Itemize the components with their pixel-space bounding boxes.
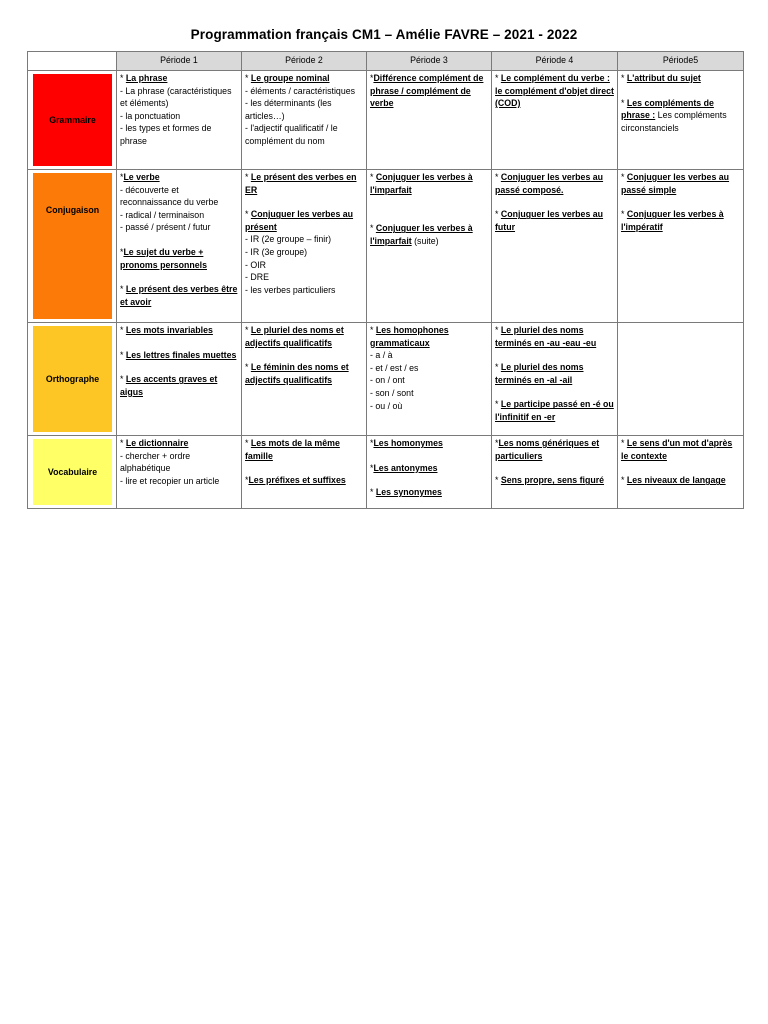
topic-title: Le groupe nominal bbox=[250, 73, 330, 83]
cell-conjugaison-p4 bbox=[492, 170, 618, 323]
topic-title: Les préfixes et suffixes bbox=[248, 475, 346, 486]
topic-detail: - son / sont bbox=[370, 387, 414, 398]
topic-title: Le pluriel des noms terminés en -au -eau -eu bbox=[495, 325, 597, 348]
topic-detail: - les verbes particuliers bbox=[245, 284, 336, 295]
domain-conjugaison-box bbox=[33, 173, 112, 319]
bullet: * bbox=[495, 209, 501, 220]
topic-detail: - La phrase (caractéristiques et éléments) bbox=[120, 85, 232, 109]
topic-detail: - on / ont bbox=[370, 375, 405, 386]
bullet: * bbox=[245, 325, 251, 335]
domain-conjugaison-cell bbox=[28, 170, 117, 323]
topic-title: Conjuguer les verbes à l'imparfait bbox=[370, 223, 473, 246]
bullet: * bbox=[120, 349, 126, 360]
topic-detail: - IR (3e groupe) bbox=[245, 246, 308, 257]
cell-orthographe-p5 bbox=[618, 323, 744, 436]
domain-vocabulaire-label: Vocabulaire bbox=[47, 466, 98, 477]
bullet: * bbox=[370, 172, 376, 182]
bullet: * bbox=[120, 438, 126, 448]
topic-detail: - passé / présent / futur bbox=[120, 222, 211, 233]
topic-detail: - lire et recopier un article bbox=[120, 475, 220, 486]
topic-title: Les compléments de phrase : bbox=[621, 97, 714, 121]
bullet: * bbox=[120, 73, 126, 83]
bullet: * bbox=[120, 325, 126, 335]
topic-title: Différence complément de phrase / complément de verbe bbox=[370, 73, 484, 109]
cell-orthographe-p2 bbox=[242, 323, 367, 436]
cell-vocabulaire-p5 bbox=[618, 436, 744, 509]
row-vocabulaire bbox=[28, 436, 744, 509]
domain-orthographe-box bbox=[33, 326, 112, 432]
cell-conjugaison-p5 bbox=[618, 170, 744, 323]
cell-grammaire-p3 bbox=[367, 71, 492, 170]
row-orthographe bbox=[28, 323, 744, 436]
topic-title: Le féminin des noms et adjectifs qualificatifs bbox=[245, 362, 349, 385]
header-row bbox=[28, 52, 744, 71]
bullet: * bbox=[621, 475, 627, 486]
header-periode-4: Période 4 bbox=[492, 52, 618, 71]
bullet: * bbox=[621, 172, 627, 182]
topic-title: Conjuguer les verbes au présent bbox=[245, 209, 354, 232]
cell-vocabulaire-p4 bbox=[492, 436, 618, 509]
topic-title: La phrase bbox=[125, 73, 168, 83]
cell-orthographe-p1 bbox=[117, 323, 242, 436]
topic-title: Conjuguer les verbes au passé composé. bbox=[495, 172, 604, 195]
domain-orthographe-cell bbox=[28, 323, 117, 436]
bullet: * bbox=[495, 325, 501, 335]
bullet: * bbox=[495, 73, 501, 83]
bullet: * bbox=[370, 438, 374, 448]
domain-conjugaison-label: Conjugaison bbox=[45, 204, 100, 215]
topic-detail: - chercher + ordre alphabétique bbox=[120, 450, 191, 474]
topic-title: Les antonymes bbox=[373, 462, 438, 473]
topic-detail: - les déterminants (les articles…) bbox=[245, 98, 332, 121]
domain-grammaire-cell bbox=[28, 71, 117, 170]
topic-title: Les synonymes bbox=[375, 487, 442, 498]
bullet: * bbox=[370, 73, 374, 83]
topic-detail: - découverte et reconnaissance du verbe bbox=[120, 184, 219, 208]
topic-detail: - radical / terminaison bbox=[120, 209, 205, 220]
cell-vocabulaire-p1 bbox=[117, 436, 242, 509]
topic-detail: Les compléments circonstanciels bbox=[621, 110, 727, 133]
bullet: * bbox=[495, 172, 501, 182]
row-conjugaison bbox=[28, 170, 744, 323]
bullet: * bbox=[120, 172, 124, 182]
domain-orthographe-label: Orthographe bbox=[45, 373, 100, 384]
domain-vocabulaire-cell bbox=[28, 436, 117, 509]
topic-title: Le pluriel des noms terminés en -al -ail bbox=[495, 362, 584, 385]
cell-orthographe-p4 bbox=[492, 323, 618, 436]
bullet: * bbox=[245, 172, 251, 182]
bullet: * bbox=[245, 209, 251, 220]
cell-conjugaison-p3 bbox=[367, 170, 492, 323]
bullet: * bbox=[621, 209, 627, 220]
topic-title: Les noms génériques et particuliers bbox=[495, 438, 600, 461]
cell-orthographe-p3 bbox=[367, 323, 492, 436]
topic-title: Les homonymes bbox=[373, 438, 443, 448]
bullet: * bbox=[370, 487, 376, 498]
topic-title: Conjuguer les verbes au passé simple bbox=[621, 172, 730, 195]
topic-detail: - l'adjectif qualificatif / le complément du nom bbox=[245, 123, 338, 146]
topic-title: Le pluriel des noms et adjectifs qualificatifs bbox=[245, 325, 344, 348]
topic-detail: - a / à bbox=[370, 350, 393, 361]
topic-title: Le sens d'un mot d'après le contexte bbox=[621, 438, 733, 461]
topic-title: Conjuguer les verbes au futur bbox=[495, 209, 604, 232]
topic-detail: - et / est / es bbox=[370, 362, 419, 373]
bullet: * bbox=[120, 374, 126, 385]
cell-vocabulaire-p2 bbox=[242, 436, 367, 509]
bullet: * bbox=[370, 462, 374, 473]
domain-vocabulaire-box bbox=[33, 439, 112, 505]
topic-detail: (suite) bbox=[411, 235, 439, 246]
bullet: * bbox=[245, 475, 249, 486]
page-title: Programmation français CM1 – Amélie FAVRE – 2021 - 2022 bbox=[190, 27, 578, 42]
bullet: * bbox=[120, 246, 124, 257]
topic-detail: - DRE bbox=[245, 272, 269, 283]
header-periode-2: Période 2 bbox=[242, 52, 367, 71]
topic-title: Les mots de la même famille bbox=[245, 438, 340, 461]
topic-title: Les accents graves et aigus bbox=[120, 374, 218, 397]
topic-title: Le verbe bbox=[123, 172, 160, 182]
topic-title: Les niveaux de langage bbox=[626, 475, 726, 486]
bullet: * bbox=[245, 73, 251, 83]
bullet: * bbox=[495, 362, 501, 373]
cell-conjugaison-p1 bbox=[117, 170, 242, 323]
topic-detail: - la ponctuation bbox=[120, 110, 181, 121]
header-periode-3: Période 3 bbox=[367, 52, 492, 71]
header-periode-1: Période 1 bbox=[117, 52, 242, 71]
domain-grammaire-box bbox=[33, 74, 112, 166]
bullet: * bbox=[370, 325, 376, 335]
cell-grammaire-p5 bbox=[618, 71, 744, 170]
cell-grammaire-p1 bbox=[117, 71, 242, 170]
topic-title: Conjuguer les verbes à l'impératif bbox=[621, 209, 724, 232]
domain-grammaire-label: Grammaire bbox=[49, 114, 96, 125]
header-periode-5: Période5 bbox=[618, 52, 744, 71]
bullet: * bbox=[621, 97, 627, 108]
cell-conjugaison-p2 bbox=[242, 170, 367, 323]
topic-title: Conjuguer les verbes à l'imparfait bbox=[370, 172, 473, 195]
topic-detail: - OIR bbox=[245, 259, 267, 270]
cell-grammaire-p4 bbox=[492, 71, 618, 170]
topic-title: L'attribut du sujet bbox=[626, 73, 701, 83]
topic-title: Sens propre, sens figuré bbox=[500, 475, 605, 486]
cell-vocabulaire-p3 bbox=[367, 436, 492, 509]
bullet: * bbox=[245, 362, 251, 373]
header-corner bbox=[28, 52, 117, 71]
topic-detail: - éléments / caractéristiques bbox=[245, 85, 356, 96]
topic-detail: - ou / où bbox=[370, 400, 403, 411]
bullet: * bbox=[495, 438, 499, 448]
topic-detail: - IR (2e groupe – finir) bbox=[245, 234, 332, 245]
bullet: * bbox=[120, 284, 126, 295]
topic-title: Le présent des verbes être et avoir bbox=[120, 284, 238, 307]
bullet: * bbox=[370, 223, 376, 234]
topic-title: Le dictionnaire bbox=[125, 438, 189, 448]
bullet: * bbox=[495, 475, 501, 486]
row-grammaire bbox=[28, 71, 744, 170]
topic-detail: - les types et formes de phrase bbox=[120, 123, 212, 146]
programmation-table bbox=[27, 51, 744, 509]
bullet: * bbox=[495, 399, 501, 410]
topic-title: Le participe passé en -é ou l'infinitif en -er bbox=[495, 399, 614, 422]
topic-title: Le sujet du verbe + pronoms personnels bbox=[120, 246, 208, 270]
topic-title: Les homophones grammaticaux bbox=[370, 325, 449, 348]
bullet: * bbox=[245, 438, 251, 448]
bullet: * bbox=[621, 438, 627, 448]
topic-title: Le présent des verbes en ER bbox=[245, 172, 357, 195]
topic-title: Les lettres finales muettes bbox=[125, 349, 237, 360]
topic-title: Le complément du verbe : le complément d'objet direct (COD) bbox=[495, 73, 614, 109]
bullet: * bbox=[621, 73, 627, 83]
cell-grammaire-p2 bbox=[242, 71, 367, 170]
topic-title: Les mots invariables bbox=[125, 325, 213, 335]
